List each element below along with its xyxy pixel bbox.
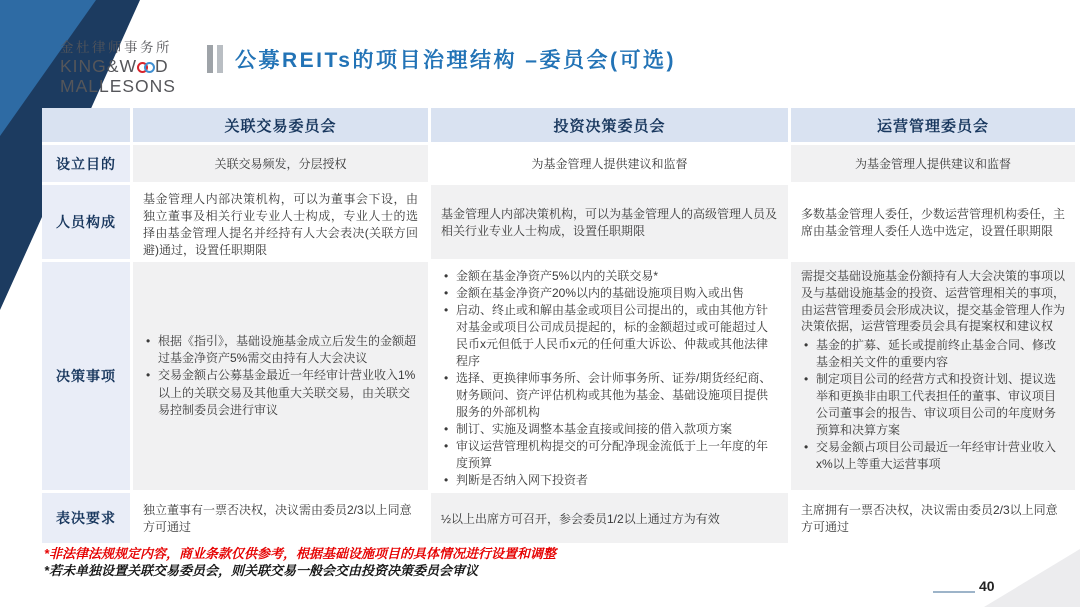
- page-number-rule: [933, 591, 975, 593]
- logo-text-prefix: KING&W: [60, 55, 137, 76]
- footnote-black: *若未单独设置关联交易委员会，则关联交易一般会交由投资决策委员会审议: [44, 562, 479, 578]
- logo-chinese-name: 金杜律师事务所: [60, 40, 172, 55]
- header-cell-investment-committee: 投资决策委员会: [431, 108, 788, 142]
- title-accent-bar: [217, 45, 223, 73]
- list-item: • 制订、实施及调整本基金直接或间接的借入款项方案: [441, 421, 778, 438]
- cell-composition-related-party: 基金管理人内部决策机构，可以为董事会下设，由独立董事及相关行业专业人士构成，专业人士的选择由基金管理人提名并经持有人大会表决(关联方回避)通过，设置任职期限: [133, 185, 428, 259]
- cell-purpose-related-party: 关联交易频发，分层授权: [133, 145, 428, 182]
- list-item: • 启动、终止或和解由基金或项目公司提出的，或由其他方针对基金或项目公司成员提起的，标的金额超过或可能超过人民币x元但低于人民币x元的任何重大诉讼、仲裁或其他法律程序: [441, 302, 778, 370]
- row-label-decision-matters: 决策事项: [42, 262, 130, 490]
- list-item: • 金额在基金净资产20%以内的基础设施项目购入或出售: [441, 285, 778, 302]
- title-accent-bar: [207, 45, 213, 73]
- page-title: 公募REITs的项目治理结构 –委员会(可选): [235, 49, 676, 72]
- list-item: • 选择、更换律师事务所、会计师事务所、证券/期货经纪商、财务顾问、资产评估机构或其他为基金、基础设施项目提供服务的外部机构: [441, 370, 778, 421]
- row-label-composition: 人员构成: [42, 185, 130, 259]
- logo-text-suffix: D: [154, 55, 169, 76]
- cell-decisions-operations: [791, 262, 1075, 490]
- footnotes: [44, 546, 556, 580]
- list-item: • 根据《指引》，基础设施基金成立后发生的金额超过基金净资产5%需交由持有人大会决议: [143, 333, 418, 367]
- cell-purpose-investment: 为基金管理人提供建议和监督: [431, 145, 788, 182]
- row-label-voting: 表决要求: [42, 493, 130, 543]
- logo-english-line2: MALLESONS: [60, 75, 176, 96]
- list-item: • 交易金额占公募基金最近一年经审计营业收入1%以上的关联交易及其他重大关联交易，由关联交易控制委员会进行审议: [143, 367, 418, 418]
- header-cell-empty: [42, 108, 130, 142]
- logo-english-line1: [60, 56, 176, 76]
- list-item: • 基金的扩募、延长或提前终止基金合同、修改基金相关文件的重要内容: [801, 337, 1065, 371]
- list-item: • 审议运营管理机构提交的可分配净现金流低于上一年度的年度预算: [441, 438, 778, 472]
- committee-table: [42, 108, 1066, 543]
- title-block: [207, 44, 676, 74]
- cell-decisions-investment: [431, 262, 788, 490]
- row-label-purpose: 设立目的: [42, 145, 130, 182]
- cell-text: 基金管理人内部决策机构，可以为基金管理人的高级管理人员及相关行业专业人士构成，设置任职期限: [441, 207, 778, 238]
- decision-intro-operations: 需提交基础设施基金份额持有人大会决策的事项以及与基础设施基金的投资、运营管理相关的事项，由运营管理委员会形成决议，提交基金管理人作为决策依据，运营管理委员会具有提案权和建议权: [801, 269, 1066, 334]
- cell-decisions-related-party: [133, 262, 428, 490]
- cell-voting-operations: 主席拥有一票否决权，决议需由委员2/3以上同意方可通过: [791, 493, 1075, 543]
- cell-purpose-operations: 为基金管理人提供建议和监督: [791, 145, 1075, 182]
- decision-list-related-party: [143, 333, 418, 418]
- corner-triangle-bottom-right: [984, 549, 1080, 607]
- page-number: 40: [979, 578, 995, 594]
- kwm-logo: [60, 40, 176, 96]
- logo-blue-ring-icon: [144, 62, 155, 73]
- list-item: • 制定项目公司的经营方式和投资计划、提议选举和更换非由职工代表担任的董事、审议项目公司董事会的报告、审议项目公司的年度财务预算和决算方案: [801, 371, 1065, 439]
- decision-list-investment: [441, 268, 778, 489]
- decision-list-operations: [801, 337, 1065, 473]
- footnote-red: *非法律法规规定内容，商业条款仅供参考，根据基础设施项目的具体情况进行设置和调整: [44, 546, 557, 561]
- cell-voting-related-party: 独立董事有一票否决权，决议需由委员2/3以上同意方可通过: [133, 493, 428, 543]
- header-cell-related-party-committee: 关联交易委员会: [133, 108, 428, 142]
- list-item: • 判断是否纳入网下投资者: [441, 472, 778, 489]
- cell-composition-operations: [791, 185, 1075, 259]
- header-cell-operations-committee: 运营管理委员会: [791, 108, 1075, 142]
- cell-voting-investment: ½以上出席方可召开，参会委员1/2以上通过方为有效: [431, 493, 788, 543]
- list-item: • 金额在基金净资产5%以内的关联交易*: [441, 268, 778, 285]
- list-item: • 交易金额占项目公司最近一年经审计营业收入x%以上等重大运营事项: [801, 439, 1065, 473]
- cell-composition-investment: [431, 185, 788, 259]
- cell-text: 多数基金管理人委任，少数运营管理机构委任，主席由基金管理人委任人选中选定，设置任职期限: [801, 207, 1066, 238]
